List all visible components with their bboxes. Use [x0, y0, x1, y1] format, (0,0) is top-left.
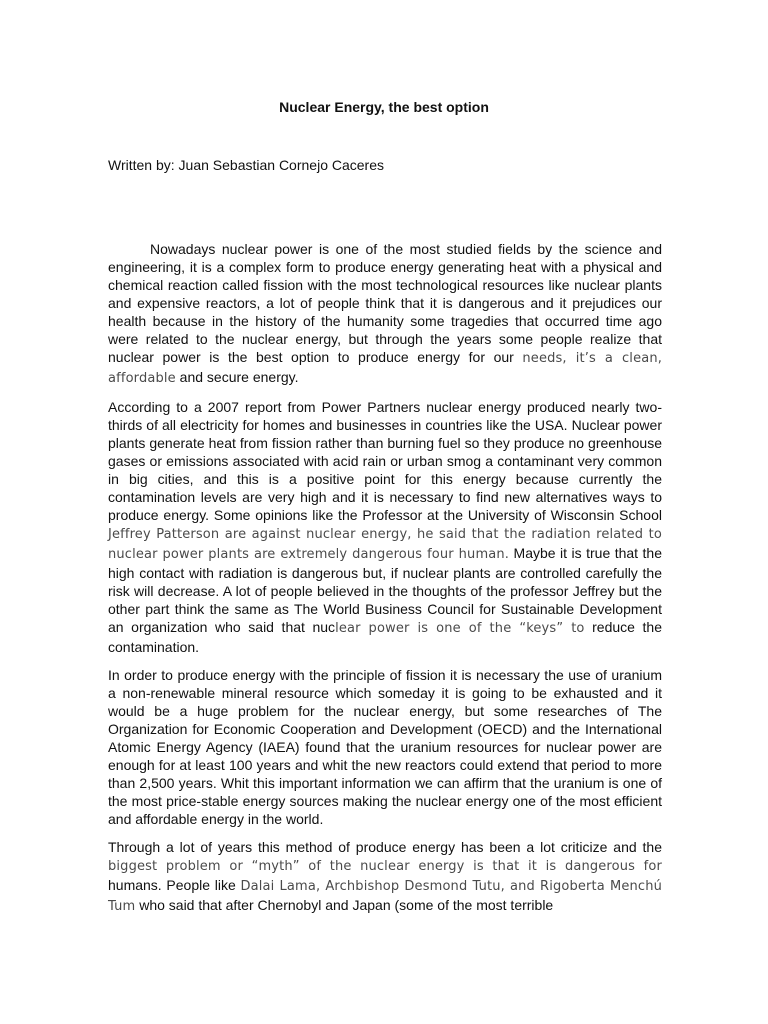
document-title: Nuclear Energy, the best option [279, 99, 489, 115]
paragraph-4 [108, 838, 662, 916]
paragraph-text: Maybe it is true that the high contact with radiation is dangerous but, if nuclear plants are controlled carefully the risk will decrease. A lot of people believed in the thoughts of the professor Jeffrey but the other part think the same as [108, 545, 663, 617]
paragraph-text-alt-font: biggest problem or “myth” of the nuclear energy is that it is dangerous for [108, 859, 662, 874]
paragraph-text: Nowadays nuclear power is one of the most studied fields by the science and engineering, it is a complex form to produce energy generating heat with a physical and chemical reaction called fission with the most technological resources like nuclear plants and expensive reactors, a lot of people think that it is dangerous and it prejudices our health because in the history of the humanity some tragedies that occurred time ago were related to the nuclear energy, but through the years some people realize that nuclear power is the best option to produce energy for our [108, 241, 662, 365]
paragraph-text: and secure energy. [175, 369, 299, 385]
paragraph-text-alt-font: lear power is one of the “keys” to [335, 621, 585, 636]
paragraph-text: humans. People like [108, 877, 241, 893]
paragraph-2 [108, 398, 662, 656]
paragraph-text: Through a lot of years this method of produce energy has been a lot criticize and the [108, 839, 662, 855]
paragraph-text: The World Business Council for Sustainable Development an organization who said that nuc [108, 601, 662, 635]
paragraph-text: reduce the contamination. [108, 619, 662, 655]
paragraph-text-alt-font: needs, it’s a clean, affordable [108, 351, 662, 386]
document-body [108, 240, 662, 926]
paragraph-text-alt-font: Jeffrey Patterson are against nuclear energy, he said that the radiation related to nuclear power plants are extremely dangerous four human. [108, 527, 662, 562]
paragraph-text: In order to produce energy with the principle of fission it is necessary the use of uranium a non-renewable mineral resource which someday it is going to be exhausted and it would be a huge problem for the nuclear energy, but some researches of The Organization for Economic Cooperation and Development (OECD) and the International Atomic Energy Agency (IAEA) found that the uranium resources for nuclear power are enough for at least 100 years and whit the new reactors could extend that period to more than 2,500 years. Whit this important information we can affirm that the uranium is one of the most price-stable energy sources making the nuclear energy one of the most efficient and affordable energy in the world. [108, 667, 662, 827]
paragraph-3 [108, 666, 662, 828]
author-line: Written by: Juan Sebastian Cornejo Caceres [108, 157, 384, 173]
paragraph-text: who said that after Chernobyl and Japan (some of the most terrible [135, 897, 554, 913]
paragraph-1 [108, 240, 662, 388]
paragraph-text: According to a 2007 report from Power Partners nuclear energy produced nearly two-thirds of all electricity for homes and businesses in countries like the USA. Nuclear power plants generate heat from fission rather than burning fuel so they produce no greenhouse gases or emissions associated with acid rain or urban smog a contaminant very common in big cities, and this is a positive point for this energy because currently the contamination levels are very high and it is necessary to find new alternatives ways to produce energy. Some opinions like the Professor at the University of Wisconsin School [108, 399, 662, 523]
paragraph-text-alt-font: Dalai Lama, Archbishop Desmond Tutu, and Rigoberta Menchú Tum [108, 879, 662, 914]
